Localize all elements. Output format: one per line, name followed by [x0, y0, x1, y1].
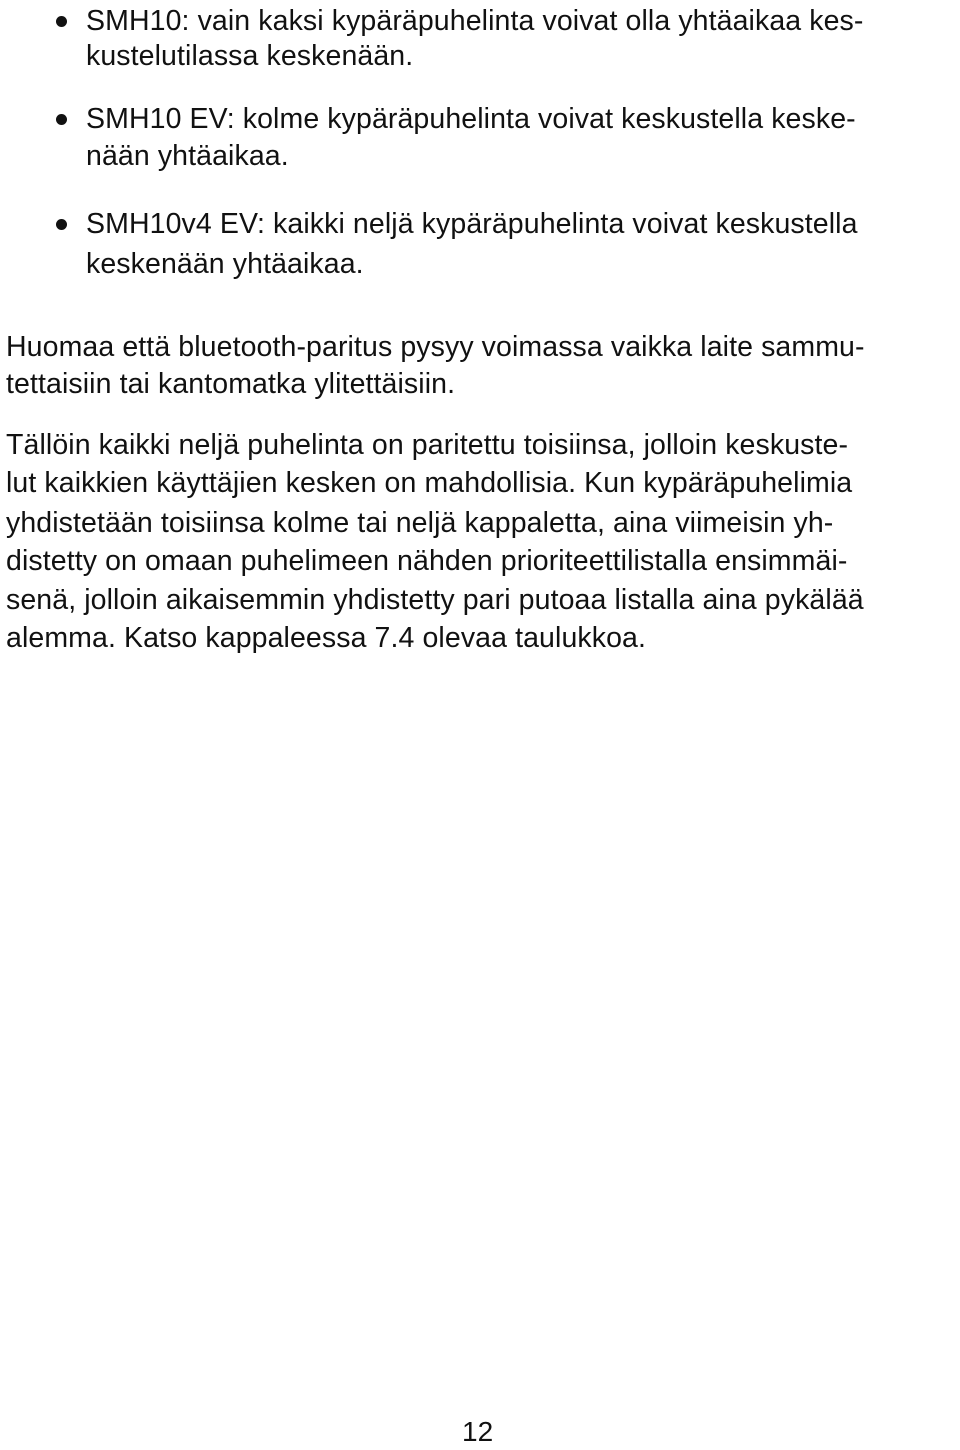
paragraph-2-line-5: senä, jolloin aikaisemmin yhdistetty pari putoaa listalla aina pykälää: [6, 584, 864, 616]
paragraph-1-line-1: Huomaa että bluetooth-paritus pysyy voimassa vaikka laite sammu-: [6, 331, 865, 363]
bullet-point: [56, 114, 67, 125]
page-number: 12: [462, 1416, 494, 1447]
bullet-3-line-2: keskenään yhtäaikaa.: [86, 248, 364, 280]
bullet-1-line-2: kustelutilassa keskenään.: [86, 40, 414, 72]
bullet-1-line-1: SMH10: vain kaksi kypäräpuhelinta voivat olla yhtäaikaa kes-: [86, 5, 864, 37]
bullet-3-line-1: SMH10v4 EV: kaikki neljä kypäräpuhelinta voivat keskustella: [86, 208, 858, 240]
bullet-point: [56, 16, 67, 27]
paragraph-1-line-2: tettaisiin tai kantomatka ylitettäisiin.: [6, 368, 456, 400]
bullet-point: [56, 219, 67, 230]
paragraph-2-line-3: yhdistetään toisiinsa kolme tai neljä kappaletta, aina viimeisin yh-: [6, 507, 834, 539]
paragraph-2-line-6: alemma. Katso kappaleessa 7.4 olevaa taulukkoa.: [6, 622, 647, 654]
bullet-2-line-1: SMH10 EV: kolme kypäräpuhelinta voivat keskustella keske-: [86, 103, 856, 135]
paragraph-2-line-2: lut kaikkien käyttäjien kesken on mahdollisia. Kun kypäräpuhelimia: [6, 467, 853, 499]
paragraph-2-line-1: Tällöin kaikki neljä puhelinta on paritettu toisiinsa, jolloin keskuste-: [6, 429, 849, 461]
bullet-2-line-2: nään yhtäaikaa.: [86, 140, 289, 172]
paragraph-2-line-4: distetty on omaan puhelimeen nähden prioriteettilistalla ensimmäi-: [6, 545, 848, 577]
